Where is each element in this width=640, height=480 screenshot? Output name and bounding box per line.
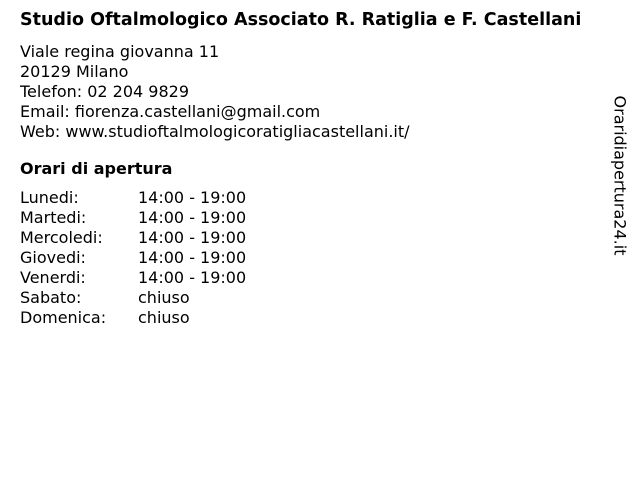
business-card	[20, 10, 590, 328]
website-url: Web: www.studioftalmologicoratigliacastellani.it/	[20, 122, 410, 141]
hours-row-venerdi	[20, 268, 590, 288]
day-label: Martedi:	[20, 208, 87, 227]
opening-hours-table	[20, 188, 590, 328]
hours-row-sabato	[20, 288, 590, 308]
site-watermark	[600, 30, 640, 320]
hours-row-domenica	[20, 308, 590, 328]
hours-row-mercoledi	[20, 228, 590, 248]
day-label: Sabato:	[20, 288, 82, 307]
time-value: 14:00 - 19:00	[138, 228, 247, 247]
time-value: chiuso	[138, 288, 190, 307]
time-value: 14:00 - 19:00	[138, 188, 247, 207]
day-label: Lunedi:	[20, 188, 79, 207]
day-label: Mercoledi:	[20, 228, 103, 247]
time-value: 14:00 - 19:00	[138, 268, 247, 287]
day-label: Venerdi:	[20, 268, 86, 287]
city-address: 20129 Milano	[20, 62, 129, 81]
day-label: Giovedi:	[20, 248, 86, 267]
hours-row-giovedi	[20, 248, 590, 268]
time-value: 14:00 - 19:00	[138, 208, 247, 227]
street-address: Viale regina giovanna 11	[20, 42, 220, 61]
hours-row-lunedi	[20, 188, 590, 208]
contact-block	[20, 42, 590, 142]
day-label: Domenica:	[20, 308, 107, 327]
email-address: Email: fiorenza.castellani@gmail.com	[20, 102, 321, 121]
site-watermark-text: Oraridiapertura24.it	[610, 95, 630, 255]
phone-number: Telefon: 02 204 9829	[20, 82, 190, 101]
business-name: Studio Oftalmologico Associato R. Ratiglia e F. Castellani	[20, 10, 582, 30]
time-value: 14:00 - 19:00	[138, 248, 247, 267]
hours-row-martedi	[20, 208, 590, 228]
opening-hours-heading: Orari di apertura	[20, 159, 173, 178]
time-value: chiuso	[138, 308, 190, 327]
